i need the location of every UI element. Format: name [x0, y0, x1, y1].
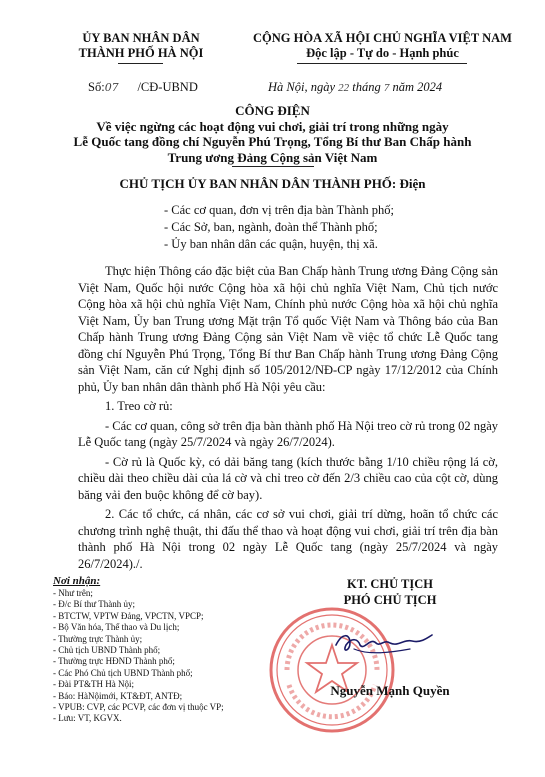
receiver-item: - Chủ tịch UBND Thành phố; [53, 645, 161, 656]
nation-underline [297, 63, 467, 64]
receiver-item: - Các Phó Chủ tịch UBND Thành phố; [53, 667, 193, 678]
signatory-title [320, 577, 460, 608]
signer-name: Nguyễn Mạnh Quyền [330, 683, 450, 698]
title-line-1: Về việc ngừng các hoạt động vui chơi, giải trí trong những ngày [96, 118, 449, 134]
date-month-label: tháng [349, 80, 384, 94]
receiver-item: - Như trên; [53, 588, 93, 598]
handwritten-signature-icon [328, 625, 438, 660]
receiver-item: - BTCTW, VPTW Đảng, VPCTN, VPCP; [53, 610, 204, 621]
document-body [78, 263, 498, 575]
nation-line-1: CỘNG HÒA XÃ HỘI CHỦ NGHĨA VIỆT NAM [253, 31, 512, 45]
doc-type: CÔNG ĐIỆN [235, 103, 310, 118]
receiver-item: - Đài PT&TH Hà Nội; [53, 679, 134, 690]
document-number [88, 80, 198, 95]
date-month: 7 [383, 82, 390, 94]
signatory-line-2: PHÓ CHỦ TỊCH [343, 592, 437, 607]
recipients-list [164, 202, 394, 253]
body-paragraph: - Cờ rủ là Quốc kỳ, có dải băng tang (kích thước bằng 1/10 chiều rộng lá cờ, chiều dài theo chiều dài của lá cờ và chỉ treo cờ đến 2/3 chiều cao của cột cờ, dùng băng vải đen buộc không để cờ bay). [78, 454, 498, 502]
recipient-item: - Các Sở, ban, ngành, đoàn thể Thành phố; [164, 220, 378, 234]
receiver-item: - Báo: HàNộimới, KT&ĐT, ANTĐ; [53, 690, 183, 701]
body-paragraph: - Các cơ quan, công sở trên địa bàn thành phố Hà Nội treo cờ rủ trong 02 ngày Lễ Quốc tang (ngày 25/7/2024 và ngày 26/7/2024). [78, 418, 498, 449]
title-line-3: Trung ương Đảng Cộng sản Việt Nam [167, 149, 378, 165]
recipient-item: - Các cơ quan, đơn vị trên địa bàn Thành phố; [164, 203, 394, 217]
receiver-item: - Lưu: VT, KGVX. [53, 713, 122, 724]
national-heading [240, 31, 525, 61]
number-prefix: Số: [88, 80, 105, 94]
receivers-heading: Nơi nhận: [53, 575, 101, 587]
date-day: 22 [338, 82, 350, 94]
document-title [40, 103, 505, 165]
number-suffix: /CĐ-UBND [137, 80, 198, 94]
receiver-item: - Thường trực Thành ủy; [53, 633, 143, 644]
org-underline [118, 63, 163, 64]
org-line-1: ỦY BAN NHÂN DÂN [82, 31, 200, 45]
document-date [268, 80, 442, 95]
number-value: 07 [104, 81, 119, 94]
title-line-2: Lễ Quốc tang đồng chí Nguyễn Phú Trọng, Tổng Bí thư Ban Chấp hành [73, 134, 472, 149]
signatory-line-1: KT. CHỦ TỊCH [346, 577, 433, 591]
issuing-organization [66, 31, 216, 61]
body-paragraph: 1. Treo cờ rủ: [105, 399, 173, 413]
org-line-2: THÀNH PHỐ HÀ NỘI [78, 46, 204, 60]
body-paragraph: Thực hiện Thông cáo đặc biệt của Ban Chấp hành Trung ương Đảng Cộng sản Việt Nam, Quốc hội nước Cộng hòa xã hội chủ nghĩa Việt Nam, Chủ tịch nước Cộng hòa xã hội chủ nghĩa Việt Nam, Chính phủ nước Cộng hòa xã hội chủ nghĩa Việt Nam, Ủy ban Trung ương Mặt trận Tổ quốc Việt Nam và Thông báo của Ban Chấp hành Trung ương Đảng Cộng sản Việt Nam về việc tổ chức Lễ Quốc tang đồng chí Nguyễn Phú Trọng, Tổng Bí thư Ban Chấp hành Trung ương Đảng Cộng sản Việt Nam, căn cứ Nghị định số 105/2012/NĐ-CP ngày 17/12/2012 của Chính phủ, Ủy ban nhân dân thành phố Hà Nội yêu cầu: [78, 264, 498, 394]
receiver-item: - Đ/c Bí thư Thành ủy; [53, 599, 135, 610]
title-underline [232, 166, 314, 167]
receiver-item: - VPUB: CVP, các PCVP, các đơn vị thuộc VP; [53, 702, 224, 713]
body-paragraph: 2. Các tổ chức, cá nhân, các cơ sở vui chơi, giải trí dừng, hoãn tổ chức các chương trình nghệ thuật, thi đấu thể thao và hoạt động vui chơi, giải trí trên địa bàn thành phố Hà Nội trong 02 ngày Lễ Quốc tang (ngày 25/7/2024 và ngày 26/7/2024)./. [78, 507, 498, 571]
recipient-item: - Ủy ban nhân dân các quận, huyện, thị xã. [164, 237, 378, 251]
receiver-item: - Bộ Văn hóa, Thể thao và Du lịch; [53, 622, 180, 633]
receiver-item: - Thường trực HĐND Thành phố; [53, 656, 175, 667]
date-place: Hà Nội, ngày [268, 80, 339, 94]
date-year: năm 2024 [389, 80, 443, 94]
nation-line-2: Độc lập - Tự do - Hạnh phúc [306, 46, 459, 60]
receivers-list [53, 588, 224, 725]
addressor: CHỦ TỊCH ỦY BAN NHÂN DÂN THÀNH PHỐ: Điện [119, 176, 426, 191]
